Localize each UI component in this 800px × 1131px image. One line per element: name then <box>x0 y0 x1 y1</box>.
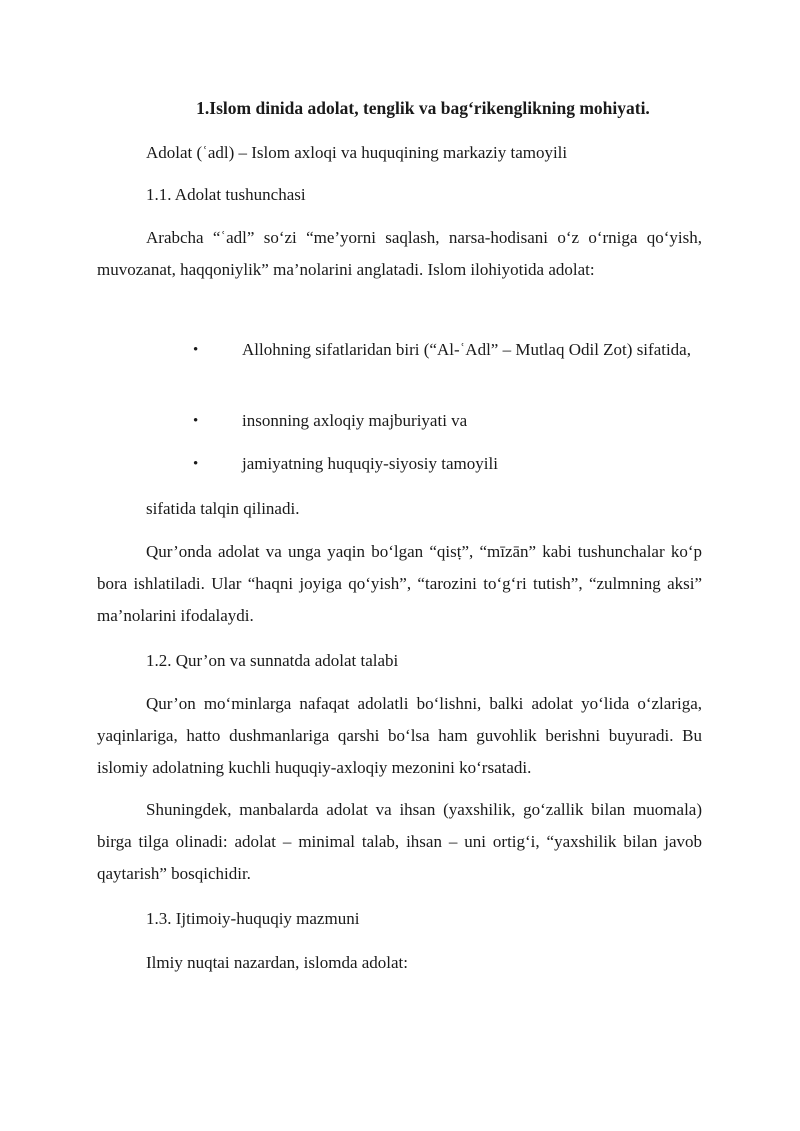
bullet-item-1 <box>97 334 702 366</box>
intro-line: Adolat (ʿadl) – Islom axloqi va huquqining markaziy tamoyili <box>146 143 568 162</box>
section-heading-1-3: 1.3. Ijtimoiy-huquqiy mazmuni <box>146 909 360 928</box>
bullet-dot-icon: • <box>193 456 199 472</box>
bullet-dot-icon: • <box>193 413 199 429</box>
paragraph-quron: Qur’onda adolat va unga yaqin bo‘lgan “qisṭ”, “mīzān” kabi tushunchalar ko‘p bora ishlatiladi. Ular “haqni joyiga qo‘yish”, “tarozini to‘g‘ri tutish”, “zulmning aksi” ma’nolarini ifodalaydi. <box>97 542 702 625</box>
after-bullets-line: sifatida talqin qilinadi. <box>146 499 300 518</box>
section-heading-1-1: 1.1. Adolat tushunchasi <box>146 185 306 204</box>
bullet-text: Allohning sifatlaridan biri (“Al-ʿAdl” – Mutlaq Odil Zot) sifatida, <box>242 340 691 359</box>
paragraph-arabcha: Arabcha “ʿadl” so‘zi “me’yorni saqlash, narsa-hodisani o‘z o‘rniga qo‘yish, muvozanat, haqqoniylik” ma’nolarini anglatadi. Islom ilohiyotida adolat: <box>97 228 702 279</box>
section-heading-1-2: 1.2. Qur’on va sunnatda adolat talabi <box>146 651 399 670</box>
bullet-text: jamiyatning huquqiy-siyosiy tamoyili <box>242 454 498 473</box>
document-title: 1.Islom dinida adolat, tenglik va bag‘rikenglikning mohiyati. <box>196 98 650 118</box>
paragraph-ihsan: Shuningdek, manbalarda adolat va ihsan (yaxshilik, go‘zallik bilan muomala) birga tilga olinadi: adolat – minimal talab, ihsan – uni ortig‘i, “yaxshilik bilan javob qaytarish” bosqichidir. <box>97 800 702 883</box>
bullet-dot-icon: • <box>193 342 199 358</box>
bullet-text: insonning axloqiy majburiyati va <box>242 411 468 430</box>
paragraph-ilmiy: Ilmiy nuqtai nazardan, islomda adolat: <box>146 953 409 972</box>
paragraph-muminlar: Qur’on mo‘minlarga nafaqat adolatli bo‘lishni, balki adolat yo‘lida o‘zlariga, yaqinlariga, hatto dushmanlariga qarshi bo‘lsa ham guvohlik berishni buyuradi. Bu islomiy adolatning kuchli huquqiy-axloqiy mezonini ko‘rsatadi. <box>97 694 702 777</box>
